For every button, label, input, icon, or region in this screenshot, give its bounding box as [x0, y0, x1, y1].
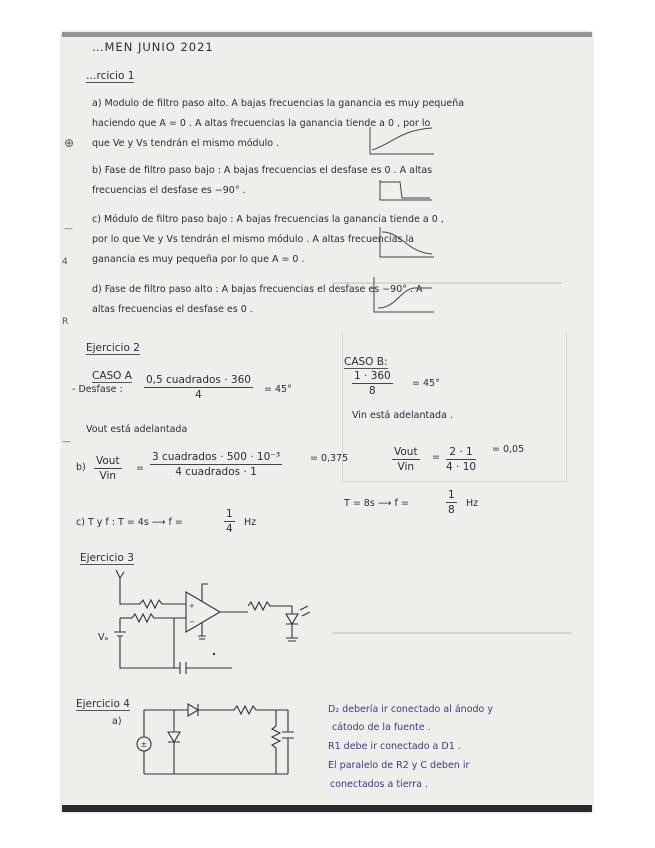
frac-desfase-a-den: 4	[195, 389, 202, 401]
desfase-label: - Desfase :	[72, 384, 123, 395]
frac-ganancia-a-num: 3 cuadrados · 500 · 10⁻³	[152, 451, 281, 463]
rectifier-circuit	[137, 704, 294, 774]
notebook-page	[62, 32, 592, 812]
svg-text:−: −	[189, 618, 195, 626]
ej1-c-line2: por lo que Ve y Vs tendrán el mismo módulo . A altas frecuencias la	[92, 234, 414, 245]
ej1-c-line3: ganancia es muy pequeña por lo que A = 0 .	[92, 254, 305, 265]
ej1-c-line1: c) Módulo de filtro paso bajo : A bajas frecuencias la ganancia tiende a 0 ,	[92, 214, 444, 225]
ej4-note2: cátodo de la fuente .	[332, 722, 431, 733]
exam-title: …MEN JUNIO 2021	[92, 40, 214, 54]
caso-b-label: CASO B:	[344, 356, 388, 368]
margin-mark: —	[62, 437, 71, 447]
frac-ganancia-b-num: 2 · 1	[446, 446, 476, 460]
frac-desfase-a-num: 0,5 cuadrados · 360	[146, 374, 251, 386]
freq-b-num: 1	[448, 489, 455, 501]
svg-text:+: +	[189, 602, 195, 610]
frac-desfase-b-den: 8	[369, 385, 376, 397]
frac-ganancia-a-den: 4 cuadrados · 1	[175, 466, 257, 478]
frac-desfase-a-result: = 45°	[264, 384, 292, 395]
ej3-label: Ejercicio 3	[80, 552, 134, 564]
caso-a-label: CASO A	[92, 370, 132, 382]
ej4-label: Ejercicio 4	[76, 698, 130, 710]
periodo-b-line: T = 8s ⟶ f =	[344, 498, 409, 509]
hz-unit-a: Hz	[244, 517, 257, 528]
ej1-b-line1: b) Fase de filtro paso bajo : A bajas frecuencias el desfase es 0 . A altas	[92, 165, 433, 176]
ej1-b-line2: frecuencias el desfase es −90° .	[92, 185, 246, 196]
ej2-b-label: b)	[76, 462, 86, 473]
freq-a-den: 4	[226, 523, 233, 535]
margin-mark: 4	[62, 257, 68, 267]
ej2-label: Ejercicio 2	[86, 342, 140, 354]
ej1-d-line1: d) Fase de filtro paso alto : A bajas frecuencias el desfase es −90° . A	[92, 284, 423, 295]
svg-text:±: ±	[140, 740, 148, 749]
margin-mark: ⊕	[64, 136, 75, 150]
margin-mark: R	[62, 317, 69, 327]
ej3-source-label: Vₐ	[98, 632, 109, 643]
vin-label-b: Vin	[397, 461, 415, 473]
page-bottom-shadow	[62, 805, 592, 812]
frac-desfase-b-num: 1 · 360	[354, 370, 391, 382]
margin-mark: —	[64, 224, 73, 234]
ej1-a-line3: que Ve y Vs tendrán el mismo módulo .	[92, 138, 280, 149]
vout-label-b: Vout	[394, 446, 418, 458]
ej4-a-label: a)	[112, 716, 122, 727]
vout-label: Vout	[96, 455, 120, 467]
vin-label: Vin	[99, 470, 117, 482]
equals-sign: =	[136, 463, 144, 474]
frac-ganancia-b-result: = 0,05	[492, 444, 525, 455]
ej4-note4: El paralelo de R2 y C deben ir	[328, 760, 470, 771]
freq-a-num: 1	[226, 508, 233, 520]
frac-ganancia-b-den: 4 · 10	[446, 461, 477, 473]
freq-b-den: 8	[448, 504, 455, 516]
ej4-note3: R1 debe ir conectado a D1 .	[328, 741, 461, 752]
frac-desfase-b-result: = 45°	[412, 378, 440, 389]
ej4-note1: D₂ debería ir conectado al ánodo y	[328, 704, 493, 715]
vout-adelantada: Vout está adelantada	[86, 424, 188, 435]
ej1-label: …rcicio 1	[86, 70, 135, 82]
ej1-a-line2: haciendo que A = 0 . A altas frecuencias la ganancia tiende a 0 , por lo	[92, 118, 431, 129]
hz-unit-b: Hz	[466, 498, 479, 509]
ej1-d-line2: altas frecuencias el desfase es 0 .	[92, 304, 253, 315]
ej4-note5: conectados a tierra .	[330, 779, 429, 790]
periodo-a-line: c) T y f : T = 4s ⟶ f =	[76, 517, 183, 528]
equals-sign-b: =	[432, 452, 440, 463]
ej4-circuit	[62, 32, 592, 812]
vin-adelantada: Vin está adelantada .	[352, 410, 453, 421]
ej1-a-line1: a) Modulo de filtro paso alto. A bajas frecuencias la ganancia es muy pequeña	[92, 98, 465, 109]
frac-ganancia-a-result: = 0,375	[310, 453, 349, 464]
